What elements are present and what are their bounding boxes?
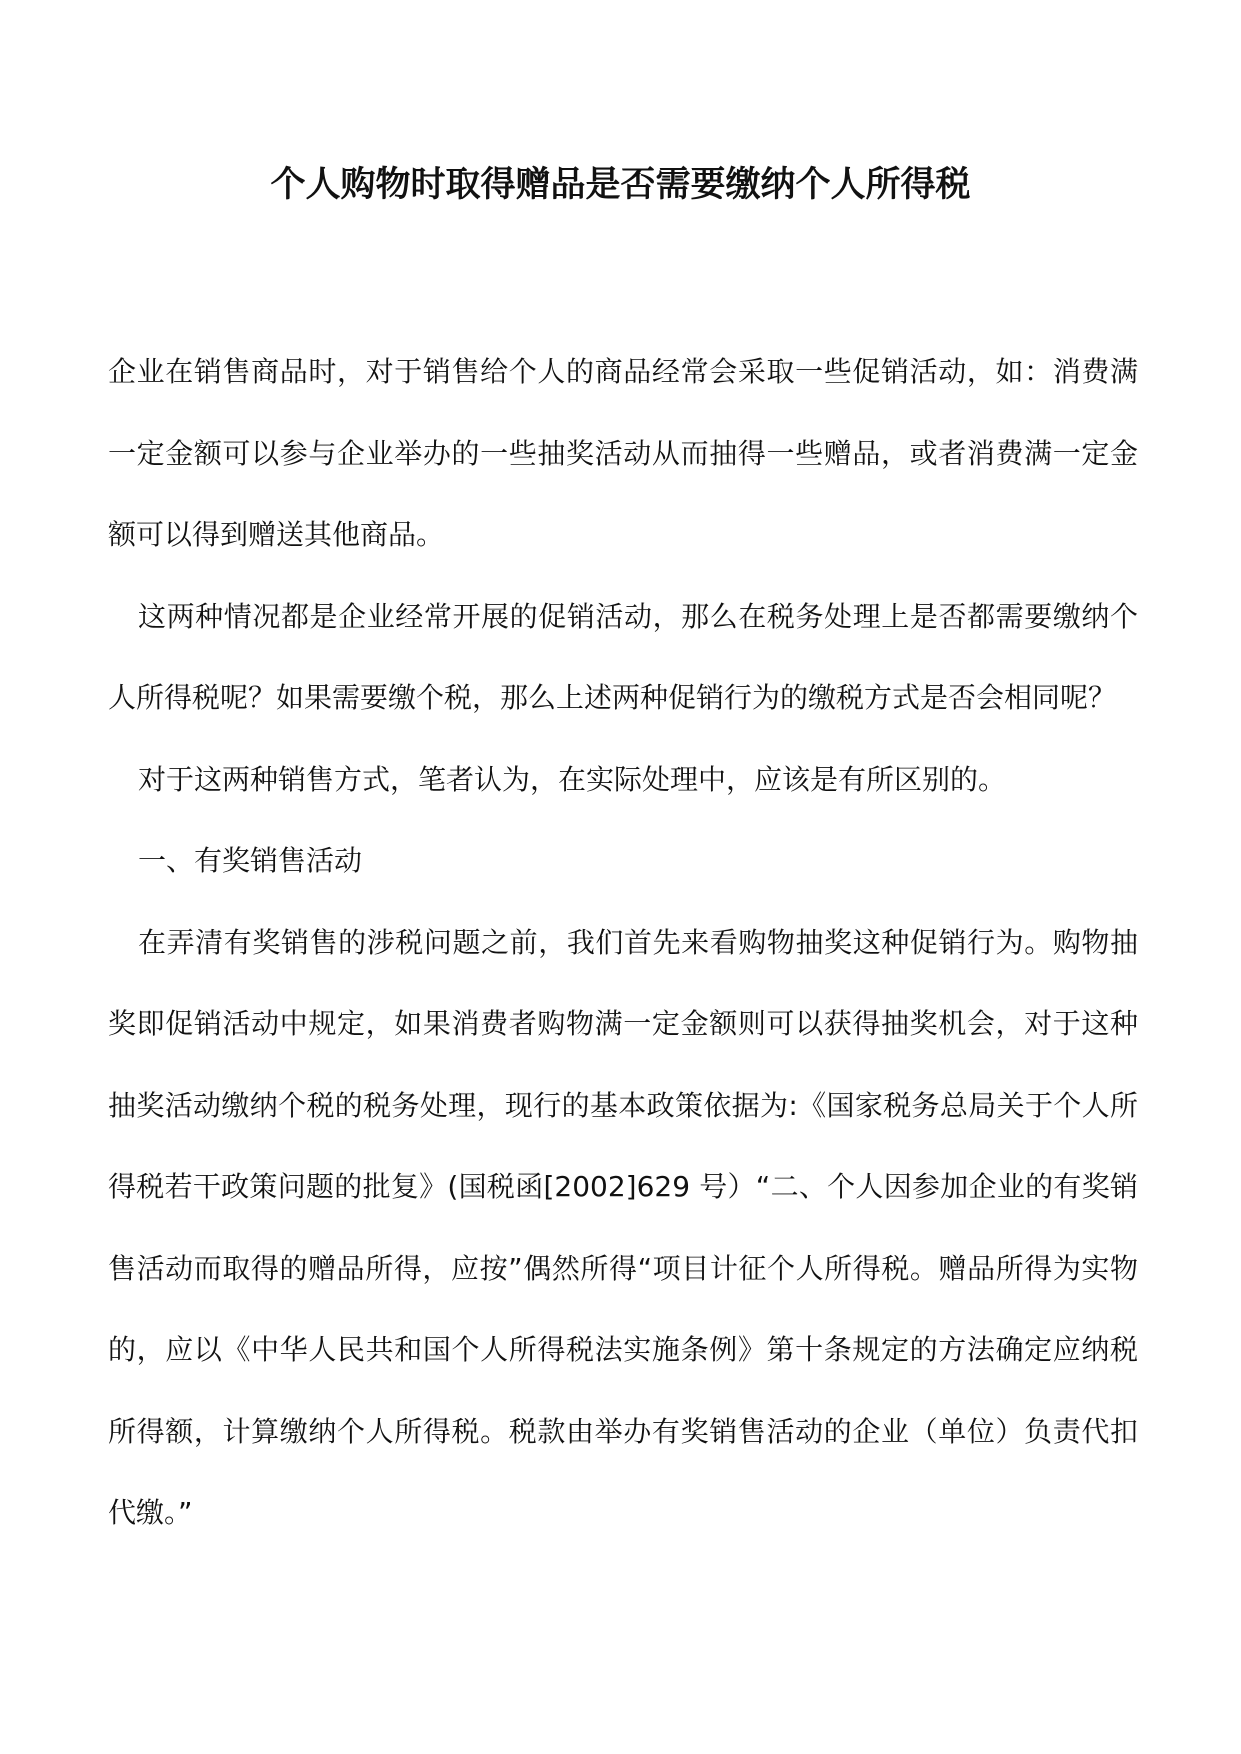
section-heading-1: 一、有奖销售活动 (138, 844, 363, 877)
paragraph-policy: 在弄清有奖销售的涉税问题之前，我们首先来看购物抽奖这种促销行为。购物抽奖即促销活动中规定，如果消费者购物满一定金额则可以获得抽奖机会，对于这种抽奖活动缴纳个税的税务处理，现行的基本政策依据为:《国家税务总局关于个人所得税若干政策问题的批复》(国税函[2002]629 号）“二、个人因参加企业的有奖销售活动而取得的赠品所得，应按”偶然所得“项目计征个人所得税。赠品所得为实物的，应以《中华人民共和国个人所得税法实施条例》第十条规定的方法确定应纳税所得额，计算缴纳个人所得税。税款由举办有奖销售活动的企业（单位）负责代扣代缴。” (108, 925, 1138, 1529)
paragraph-intro: 企业在销售商品时，对于销售给个人的商品经常会采取一些促销活动，如：消费满一定金额可以参与企业举办的一些抽奖活动从而抽得一些赠品，或者消费满一定金额可以得到赠送其他商品。 (108, 355, 1138, 551)
paragraph-opinion: 对于这两种销售方式，笔者认为，在实际处理中，应该是有所区别的。 (138, 762, 1007, 796)
document-body (108, 331, 1138, 1554)
paragraph-question: 这两种情况都是企业经常开展的促销活动，那么在税务处理上是否都需要缴纳个人所得税呢？如果需要缴个税，那么上述两种促销行为的缴税方式是否会相同呢？ (108, 599, 1138, 714)
page-title: 个人购物时取得赠品是否需要缴纳个人所得税 (270, 164, 971, 205)
